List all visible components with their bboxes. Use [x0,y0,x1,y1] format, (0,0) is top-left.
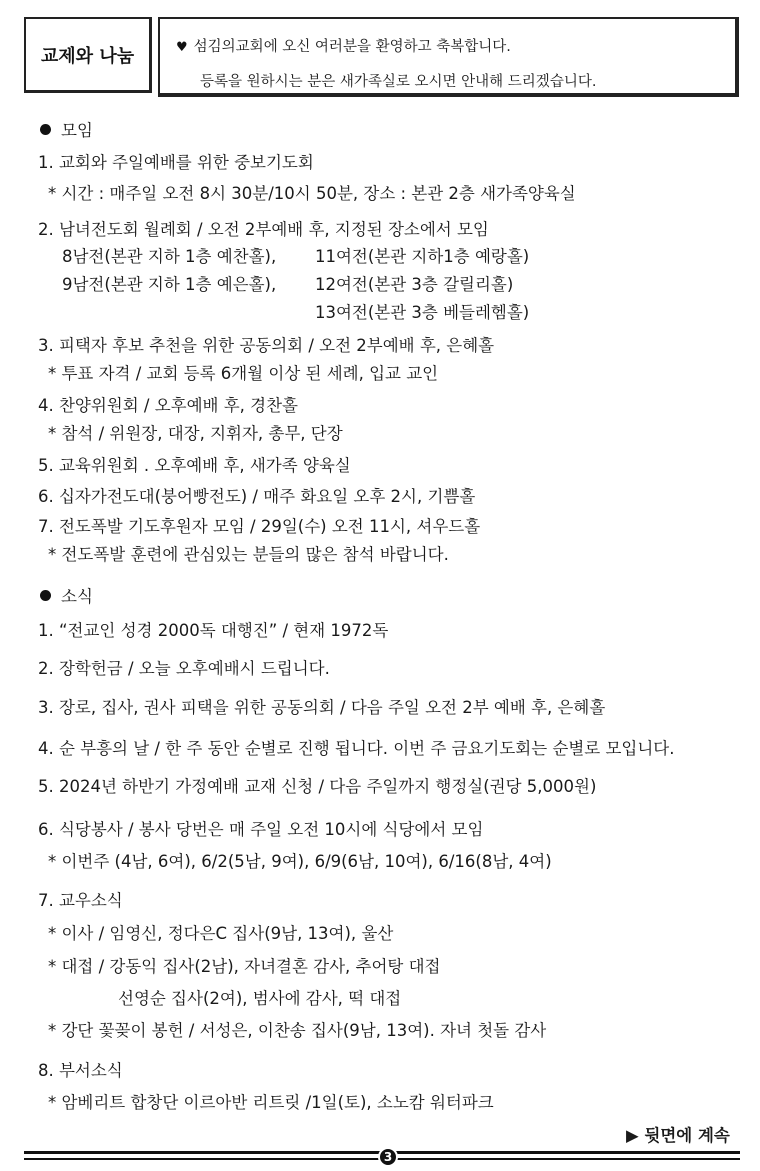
meeting-detail: 11여전(본관 지하1층 예랑홀) [315,247,530,266]
news-heading-text: 소식 [61,587,93,606]
section-title: 교제와 나눔 [24,17,152,93]
meeting-item: 7. 전도폭발 기도후원자 모임 / 29일(수) 오전 11시, 셔우드홀 [38,517,481,536]
news-note: * 이번주 (4남, 6여), 6/2(5남, 9여), 6/9(6남, 10여), 6/16(8남, 4여) [48,852,552,871]
news-item: 1. “전교인 성경 2000독 대행진” / 현재 1972독 [38,621,389,640]
news-note: * 암베리트 합창단 이르아반 리트릿 /1일(토), 소노캄 워터파크 [48,1093,494,1112]
meetings-heading [40,117,93,141]
meeting-detail: 12여전(본관 3층 갈릴리홀) [315,275,514,294]
news-item: 6. 식당봉사 / 봉사 당번은 매 주일 오전 10시에 식당에서 모임 [38,820,484,839]
meeting-note: * 투표 자격 / 교회 등록 6개월 이상 된 세례, 입교 교인 [48,364,439,383]
meeting-item: 5. 교육위원회 . 오후예배 후, 새가족 양육실 [38,456,351,475]
meeting-item: 6. 십자가전도대(붕어빵전도) / 매주 화요일 오후 2시, 기쁨홀 [38,487,476,506]
welcome-line-2: 등록을 원하시는 분은 새가족실로 오시면 안내해 드리겠습니다. [200,74,597,90]
news-item: 5. 2024년 하반기 가정예배 교재 신청 / 다음 주일까지 행정실(권당 5,000원) [38,777,597,796]
continue-label: ▶ 뒷면에 계속 [626,1126,730,1145]
meeting-item: 1. 교회와 주일예배를 위한 중보기도회 [38,153,314,172]
news-item: 2. 장학헌금 / 오늘 오후예배시 드립니다. [38,659,330,678]
meeting-detail: 9남전(본관 지하 1층 예은홀), [62,275,277,294]
welcome-text-1: 섬김의교회에 오신 여러분을 환영하고 축복합니다. [193,39,511,55]
welcome-line-1 [176,35,511,56]
news-note: 선영순 집사(2여), 범사에 감사, 떡 대접 [118,989,402,1008]
page-number: 3 [378,1147,398,1167]
news-note: * 이사 / 임영신, 정다은C 집사(9남, 13여), 울산 [48,924,394,943]
meeting-note: * 전도폭발 훈련에 관심있는 분들의 많은 참석 바랍니다. [48,545,449,564]
meetings-heading-text: 모임 [61,121,93,140]
meeting-note: * 시간 : 매주일 오전 8시 30분/10시 50분, 장소 : 본관 2층 새가족양육실 [48,184,576,203]
news-note: * 대접 / 강동익 집사(2남), 자녀결혼 감사, 추어탕 대접 [48,957,441,976]
news-item: 7. 교우소식 [38,891,123,910]
meeting-item: 2. 남녀전도회 월례회 / 오전 2부예배 후, 지정된 장소에서 모임 [38,220,489,239]
news-item: 8. 부서소식 [38,1061,123,1080]
news-item: 4. 순 부흥의 날 / 한 주 동안 순별로 진행 됩니다. 이번 주 금요기도회는 순별로 모입니다. [38,739,675,758]
bullet-icon [40,590,51,601]
news-heading [40,583,93,607]
meeting-detail: 8남전(본관 지하 1층 예찬홀), [62,247,277,266]
news-item: 3. 장로, 집사, 권사 피택을 위한 공동의회 / 다음 주일 오전 2부 예배 후, 은혜홀 [38,698,606,717]
meeting-item: 4. 찬양위원회 / 오후예배 후, 경찬홀 [38,396,298,415]
welcome-box [158,17,739,97]
bullet-icon [40,124,51,135]
meeting-note: * 참석 / 위원장, 대장, 지휘자, 총무, 단장 [48,424,343,443]
meeting-detail: 13여전(본관 3층 베들레헴홀) [315,303,530,322]
news-note: * 강단 꽃꽂이 봉헌 / 서성은, 이찬송 집사(9남, 13여). 자녀 첫돌 감사 [48,1021,547,1040]
heart-icon: ♥ [176,40,188,55]
meeting-item: 3. 피택자 후보 추천을 위한 공동의회 / 오전 2부예배 후, 은혜홀 [38,336,495,355]
